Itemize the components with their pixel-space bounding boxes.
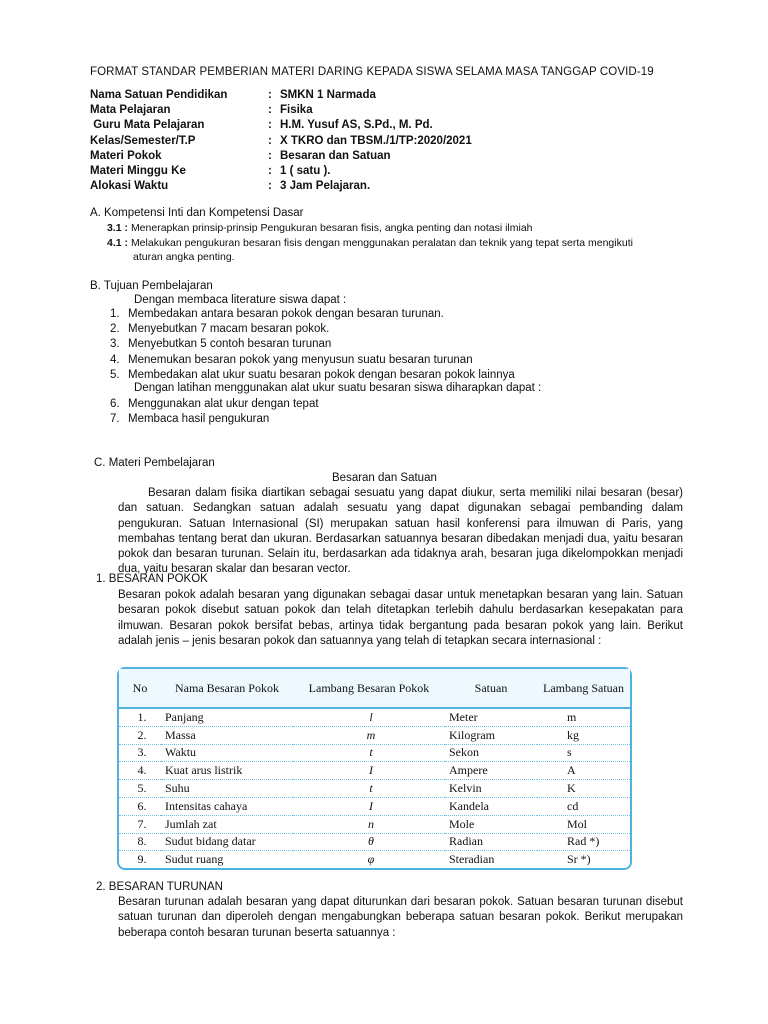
meta-colon: : [268, 134, 272, 147]
objectives-list [110, 307, 515, 383]
kd-number: 4.1 : [107, 237, 129, 249]
kd-text: Menerapkan prinsip-prinsip Pengukuran besaran fisis, angka penting dan notasi ilmiah [130, 222, 533, 234]
besaran-pokok-heading: 1. BESARAN POKOK [96, 573, 208, 585]
section-a-heading: A. Kompetensi Inti dan Kompetensi Dasar [90, 207, 304, 219]
material-subtitle: Besaran dan Satuan [332, 472, 437, 484]
header-no: No [119, 669, 161, 709]
meta-key: Guru Mata Pelajaran [90, 119, 205, 132]
meta-colon: : [268, 119, 272, 132]
meta-key: Materi Pokok [90, 149, 162, 162]
meta-value: 3 Jam Pelajaran. [280, 180, 371, 193]
objectives-intro-2: Dengan latihan menggunakan alat ukur suatu besaran siswa diharapkan dapat : [134, 382, 542, 394]
list-item: 4. Menemukan besaran pokok yang menyusun suatu besaran turunan [110, 353, 473, 366]
kd-text-cont: aturan angka penting. [133, 251, 235, 263]
kd-text: Melakukan pengukuran besaran fisis dengan menggunakan peralatan dan teknik yang tepat serta mengikuti [130, 237, 633, 249]
header-satuan: Satuan [445, 669, 537, 709]
besaran-pokok-paragraph: Besaran pokok adalah besaran yang digunakan sebagai dasar untuk menetapkan besaran yang lain. Satuan besaran pokok disebut satuan pokok dan telah ditetapkan terlebih dahulu berdasarkan kesepakatan para ilmuwan. Besaran pokok bersifat bebas, artinya tidak bergantung pada besaran pokok yang lain. Berikut adalah jenis – jenis besaran pokok dan satuannya yang telah di tetapkan secara internasional : [118, 589, 683, 647]
document-title: FORMAT STANDAR PEMBERIAN MATERI DARING KEPADA SISWA SELAMA MASA TANGGAP COVID-19 [90, 66, 654, 78]
meta-colon: : [268, 164, 272, 177]
meta-key: Materi Minggu Ke [90, 164, 186, 177]
header-lambang-satuan: Lambang Satuan [537, 669, 630, 709]
list-item: 2. Menyebutkan 7 macam besaran pokok. [110, 323, 330, 336]
header-lambang-besaran: Lambang Besaran Pokok [293, 669, 445, 709]
table-header-row [119, 669, 630, 709]
list-item: 6. Menggunakan alat ukur dengan tepat [110, 398, 319, 410]
besaran-turunan-heading: 2. BESARAN TURUNAN [96, 881, 223, 893]
objectives-intro: Dengan membaca literature siswa dapat : [134, 294, 347, 306]
meta-colon: : [268, 104, 272, 117]
header-nama: Nama Besaran Pokok [161, 669, 293, 709]
kd-3-1 [107, 222, 533, 234]
list-item: 7. Membaca hasil pengukuran [110, 413, 270, 426]
table-row: 1. Panjang l Meter m [119, 709, 630, 727]
besaran-pokok-table [117, 667, 632, 870]
meta-value: Fisika [280, 104, 313, 117]
table-row: 8. Sudut bidang datar θ Radian Rad *) [119, 834, 630, 852]
list-item: 5. Membedakan alat ukur suatu besaran pokok dengan besaran pokok lainnya [110, 368, 515, 381]
meta-colon: : [268, 149, 272, 162]
intro-paragraph: Besaran dalam fisika diartikan sebagai sesuatu yang dapat diukur, serta memiliki nilai besaran (besar) dan satuan. Sedangkan satuan adalah sesuatu yang dapat digunakan sebagai pembanding dalam pengukuran. Satuan Internasional (SI) merupakan satuan hasil konferensi para ilmuwan di Paris, yang membahas tentang berat dan ukuran. Berdasarkan satuannya besaran dibedakan menjadi dua, yaitu besaran pokok dan besaran turunan. Selain itu, berdasarkan ada tidaknya arah, besaran juga dikelompokkan menjadi dua, yaitu besaran skalar dan besaran vector. [118, 487, 683, 576]
table-row: 6. Intensitas cahaya I Kandela cd [119, 798, 630, 816]
kd-number: 3.1 : [107, 222, 129, 234]
kd-4-1 [107, 237, 633, 249]
table-row: 7. Jumlah zat n Mole Mol [119, 816, 630, 834]
meta-value: 1 ( satu ). [280, 164, 331, 177]
meta-colon: : [268, 180, 272, 193]
section-c-heading: C. Materi Pembelajaran [94, 457, 215, 469]
table-row: 5. Suhu t Kelvin K [119, 780, 630, 798]
objectives-list-2 [110, 397, 319, 427]
table-row: 9. Sudut ruang φ Steradian Sr *) [137, 852, 591, 867]
table-row: 2. Massa m Kilogram kg [119, 727, 630, 745]
meta-value: SMKN 1 Narmada [280, 89, 376, 101]
meta-value: H.M. Yusuf AS, S.Pd., M. Pd. [280, 119, 433, 132]
list-item: 1. Membedakan antara besaran pokok dengan besaran turunan. [110, 308, 444, 320]
meta-value: Besaran dan Satuan [280, 149, 391, 162]
meta-key: Alokasi Waktu [90, 180, 169, 193]
meta-key: Nama Satuan Pendidikan [90, 89, 228, 101]
section-b-heading: B. Tujuan Pembelajaran [90, 280, 213, 292]
meta-key: Mata Pelajaran [90, 104, 171, 117]
list-item: 3. Menyebutkan 5 contoh besaran turunan [110, 338, 332, 351]
table-row: 4. Kuat arus listrik I Ampere A [119, 762, 630, 780]
meta-key: Kelas/Semester/T.P [90, 134, 196, 147]
table-row: 3. Waktu t Sekon s [119, 745, 630, 763]
meta-value: X TKRO dan TBSM./1/TP:2020/2021 [280, 134, 472, 147]
besaran-turunan-paragraph: Besaran turunan adalah besaran yang dapat diturunkan dari besaran pokok. Satuan besaran turunan disebut satuan turunan dan diperoleh dengan mengabungkan beberapa satuan besaran pokok. Berikut merupakan beberapa contoh besaran turunan beserta satuannya : [118, 896, 683, 939]
meta-colon: : [268, 89, 272, 101]
